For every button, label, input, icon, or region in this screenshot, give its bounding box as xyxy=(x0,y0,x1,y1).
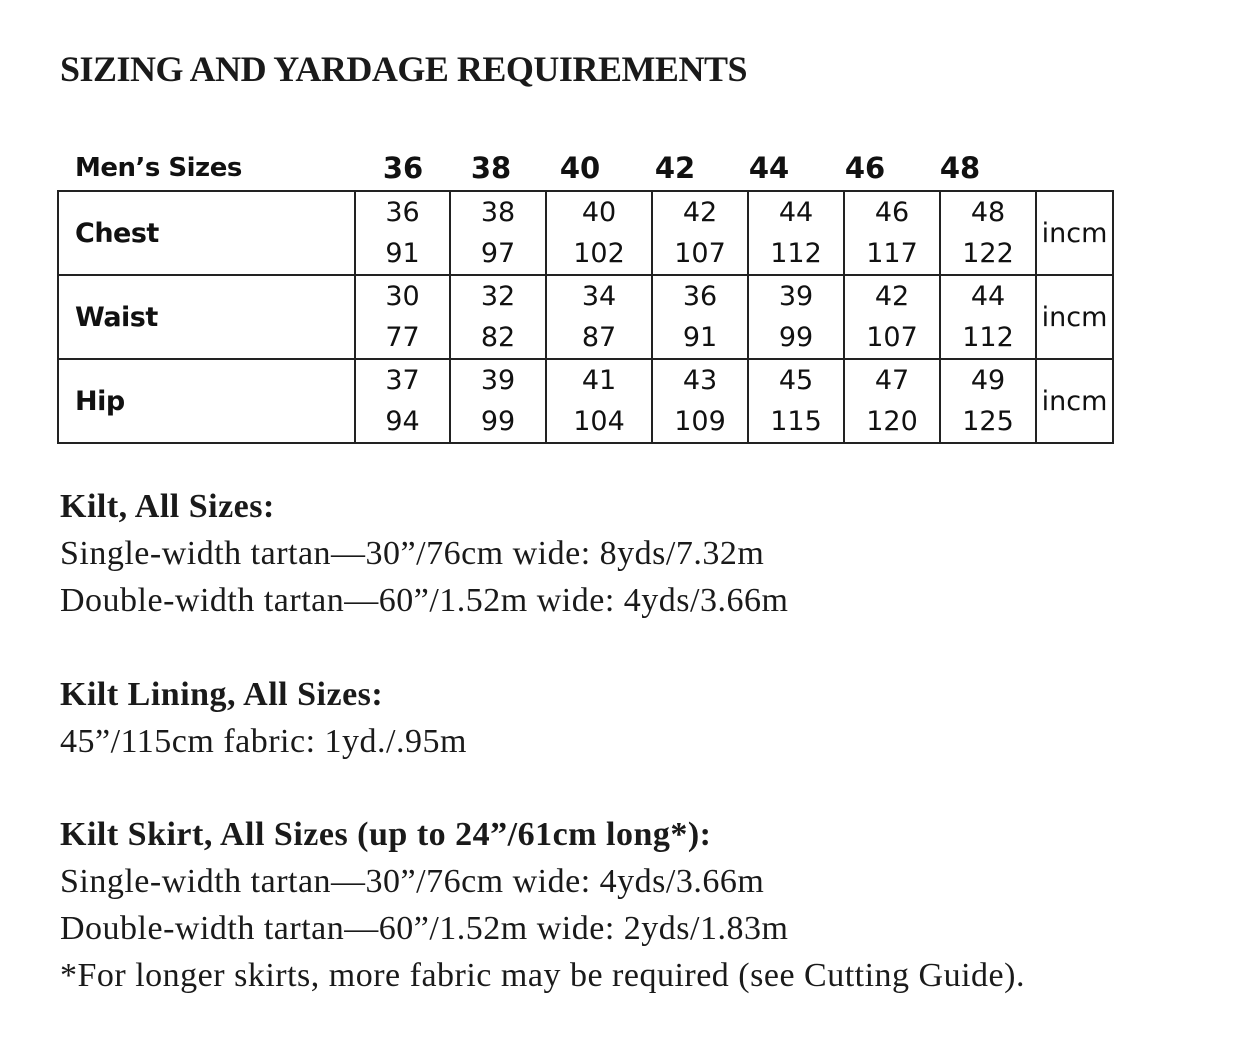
cell-chest-40: 40 102 xyxy=(546,191,652,275)
cell-chest-46: 46 117 xyxy=(844,191,940,275)
mens-sizes-label: Men’s Sizes xyxy=(75,153,242,183)
row-label-hip: Hip xyxy=(58,359,355,443)
cell-waist-36: 30 77 xyxy=(355,275,450,359)
table-row-waist xyxy=(58,275,1113,359)
page-title: SIZING AND YARDAGE REQUIREMENTS xyxy=(60,49,747,89)
size-header-40: 40 xyxy=(559,151,601,185)
cell-waist-46: 42 107 xyxy=(844,275,940,359)
row-label-waist: Waist xyxy=(58,275,355,359)
size-header-38: 38 xyxy=(470,151,512,185)
cell-hip-40: 41 104 xyxy=(546,359,652,443)
table-row-chest xyxy=(58,191,1113,275)
cell-hip-44: 45 115 xyxy=(748,359,844,443)
size-header-36: 36 xyxy=(382,151,424,185)
size-header-48: 48 xyxy=(939,151,981,185)
kilt-single-width: Single-width tartan—30”/76cm wide: 8yds/7.32m xyxy=(60,535,765,572)
sizing-table xyxy=(57,190,1114,444)
cell-waist-44: 39 99 xyxy=(748,275,844,359)
cell-waist-48: 44 112 xyxy=(940,275,1036,359)
lining-heading: Kilt Lining, All Sizes: xyxy=(60,676,384,713)
cell-chest-units: incm xyxy=(1036,191,1113,275)
cell-chest-36: 36 91 xyxy=(355,191,450,275)
skirt-single-width: Single-width tartan—30”/76cm wide: 4yds/3.66m xyxy=(60,863,765,900)
skirt-note: *For longer skirts, more fabric may be required (see Cutting Guide). xyxy=(60,957,1025,994)
table-row-hip xyxy=(58,359,1113,443)
skirt-double-width: Double-width tartan—60”/1.52m wide: 2yds/1.83m xyxy=(60,910,789,947)
size-header-42: 42 xyxy=(654,151,696,185)
cell-waist-38: 32 82 xyxy=(450,275,546,359)
cell-chest-44: 44 112 xyxy=(748,191,844,275)
cell-waist-42: 36 91 xyxy=(652,275,748,359)
cell-hip-48: 49 125 xyxy=(940,359,1036,443)
kilt-double-width: Double-width tartan—60”/1.52m wide: 4yds/3.66m xyxy=(60,582,789,619)
skirt-heading: Kilt Skirt, All Sizes (up to 24”/61cm long*): xyxy=(60,816,712,853)
cell-hip-38: 39 99 xyxy=(450,359,546,443)
cell-hip-42: 43 109 xyxy=(652,359,748,443)
cell-waist-units: incm xyxy=(1036,275,1113,359)
lining-fabric: 45”/115cm fabric: 1yd./.95m xyxy=(60,723,467,760)
row-label-chest: Chest xyxy=(58,191,355,275)
kilt-heading: Kilt, All Sizes: xyxy=(60,488,275,525)
cell-chest-42: 42 107 xyxy=(652,191,748,275)
size-header-44: 44 xyxy=(748,151,790,185)
cell-chest-38: 38 97 xyxy=(450,191,546,275)
cell-hip-36: 37 94 xyxy=(355,359,450,443)
size-header-46: 46 xyxy=(844,151,886,185)
cell-hip-units: incm xyxy=(1036,359,1113,443)
cell-waist-40: 34 87 xyxy=(546,275,652,359)
cell-hip-46: 47 120 xyxy=(844,359,940,443)
cell-chest-48: 48 122 xyxy=(940,191,1036,275)
